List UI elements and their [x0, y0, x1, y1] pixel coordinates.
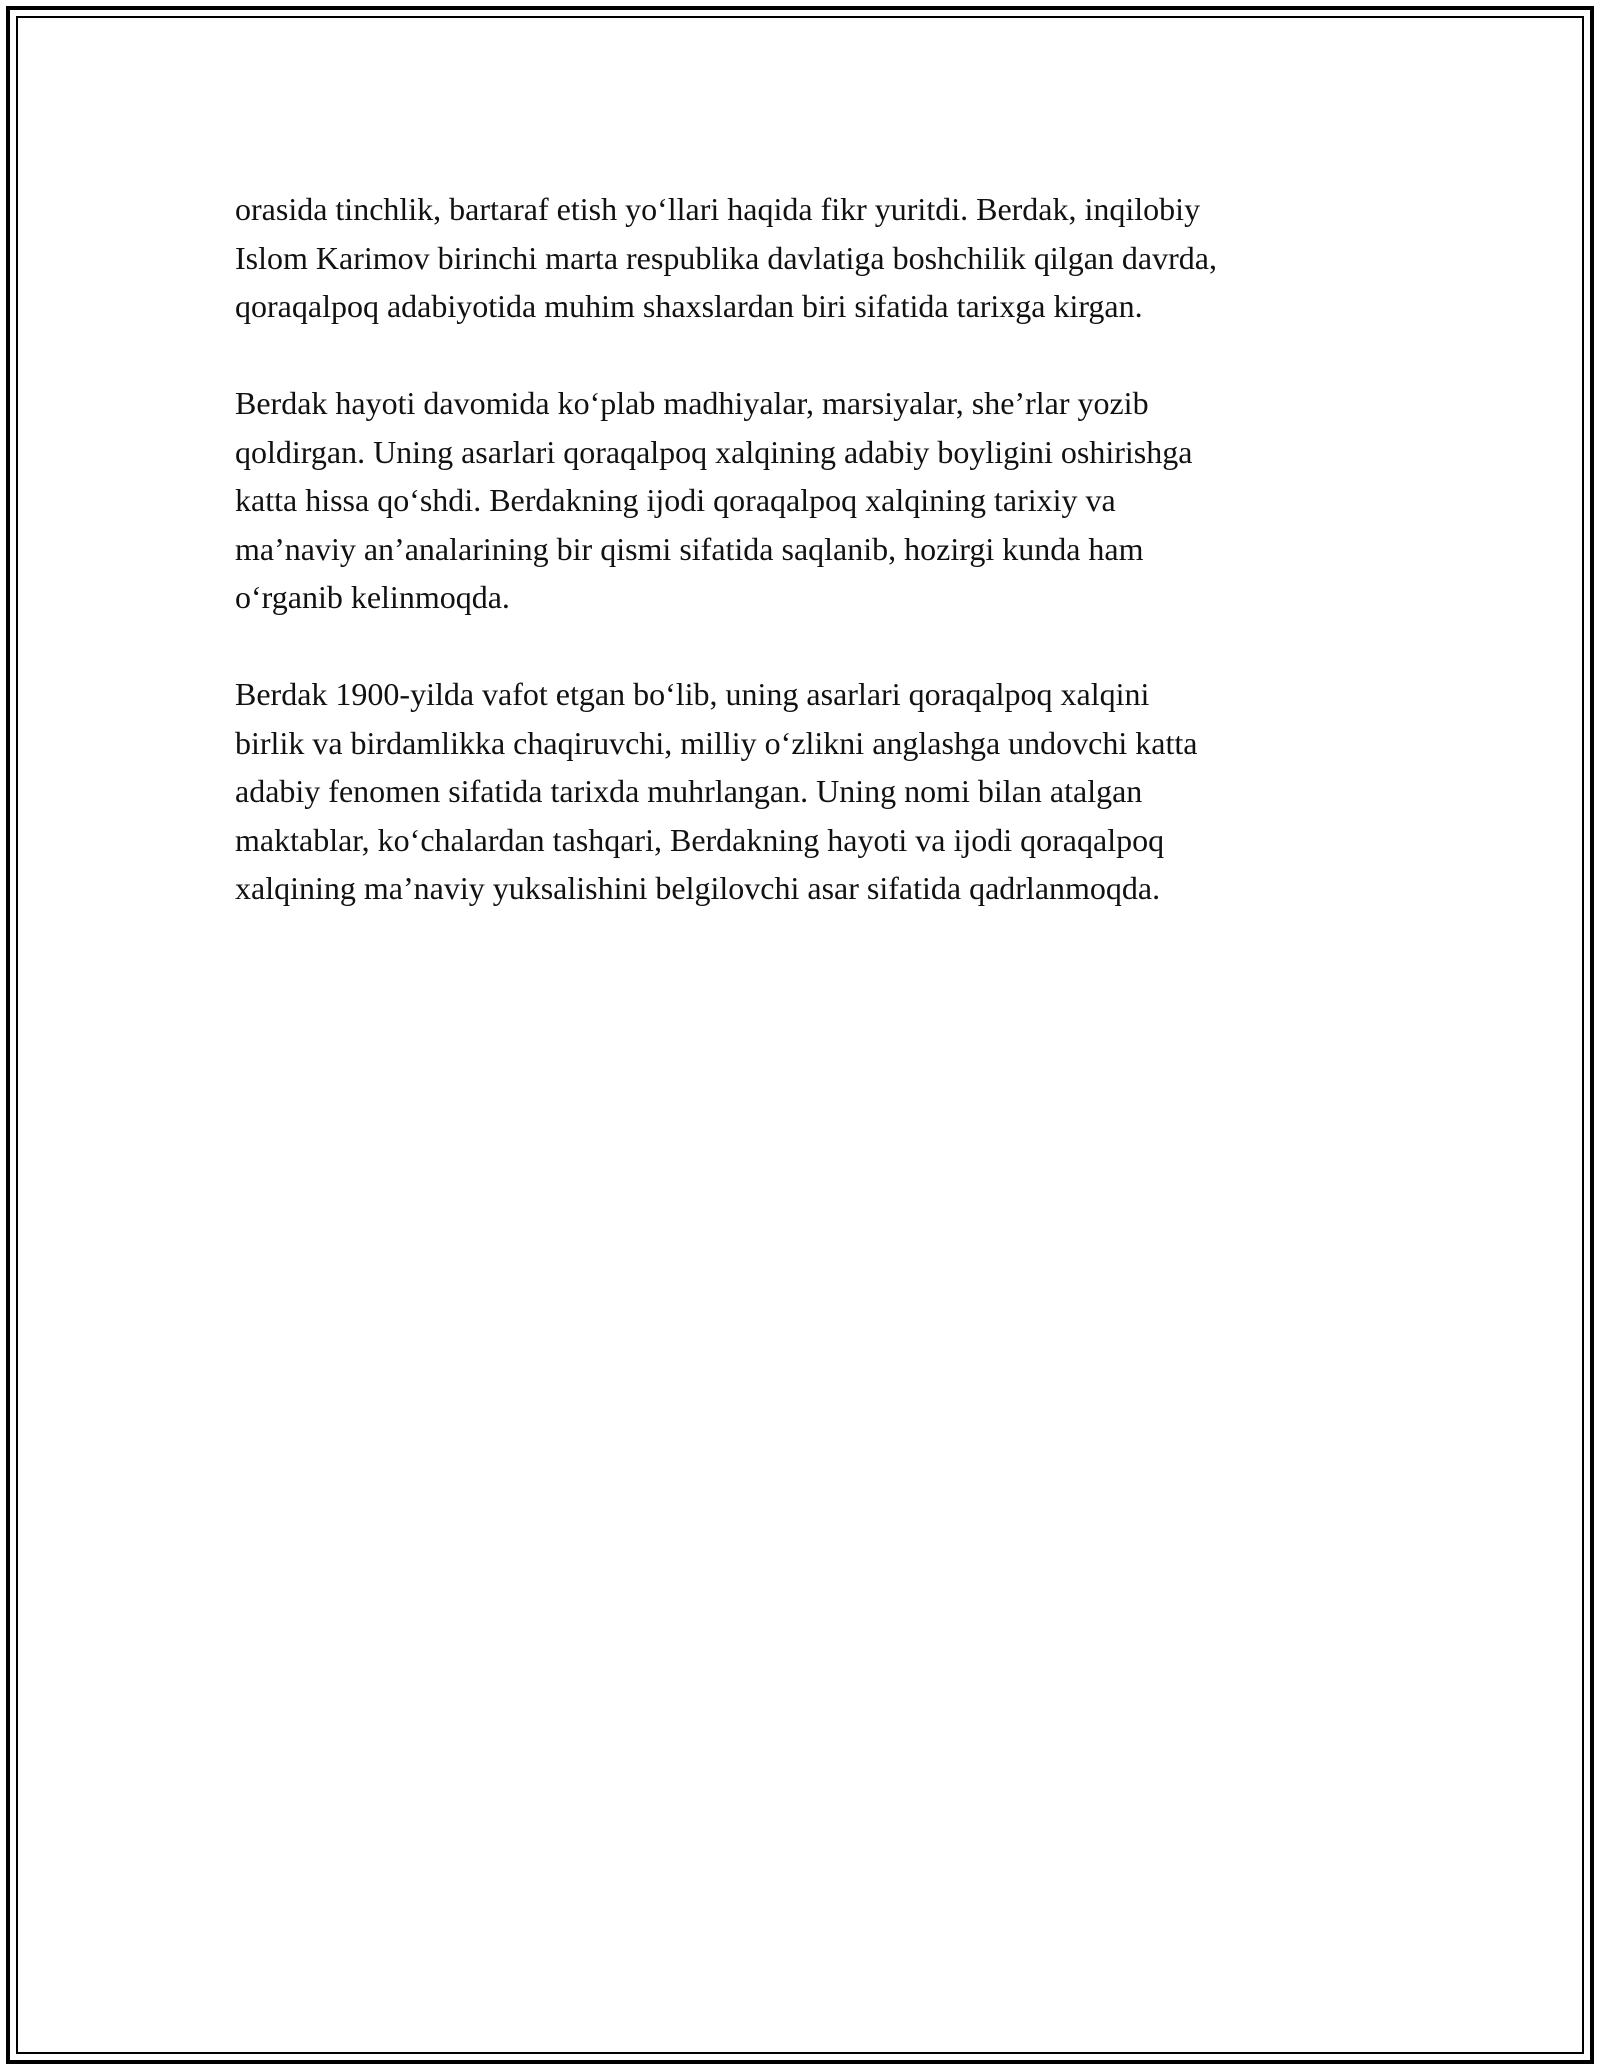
paragraph-line: Berdak hayoti davomida ko‘plab madhiyalar, marsiyalar, she’rlar yozib: [235, 385, 1149, 421]
paragraph-2: [235, 379, 1385, 622]
paragraph-line: xalqining ma’naviy yuksalishini belgilovchi asar sifatida qadrlanmoqda.: [235, 870, 1161, 906]
paragraph-line: birlik va birdamlikka chaqiruvchi, milliy o‘zlikni anglashga undovchi katta: [235, 724, 1198, 761]
paragraph-1: [235, 185, 1385, 331]
paragraph-3: [235, 670, 1385, 913]
paragraph-line: Islom Karimov birinchi marta respublika davlatiga boshchilik qilgan davrda,: [235, 239, 1217, 276]
paragraph-line: katta hissa qo‘shdi. Berdakning ijodi qoraqalpoq xalqining tarixiy va: [235, 482, 1116, 518]
paragraph-line: ma’naviy an’analarining bir qismi sifatida saqlanib, hozirgi kunda ham: [235, 530, 1144, 567]
paragraph-line: adabiy fenomen sifatida tarixda muhrlangan. Uning nomi bilan atalgan: [235, 773, 1143, 809]
document-body: [235, 185, 1385, 961]
paragraph-line: o‘rganib kelinmoqda.: [235, 579, 510, 615]
paragraph-line: orasida tinchlik, bartaraf etish yo‘llari haqida fikr yuritdi. Berdak, inqilobiy: [235, 191, 1201, 227]
paragraph-line: qoraqalpoq adabiyotida muhim shaxslardan biri sifatida tarixga kirgan.: [235, 288, 1143, 324]
paragraph-line: maktablar, ko‘chalardan tashqari, Berdakning hayoti va ijodi qoraqalpoq: [235, 821, 1165, 858]
paragraph-line: Berdak 1900-yilda vafot etgan bo‘lib, uning asarlari qoraqalpoq xalqini: [235, 676, 1150, 712]
paragraph-line: qoldirgan. Uning asarlari qoraqalpoq xalqining adabiy boyligini oshirishga: [235, 433, 1193, 470]
